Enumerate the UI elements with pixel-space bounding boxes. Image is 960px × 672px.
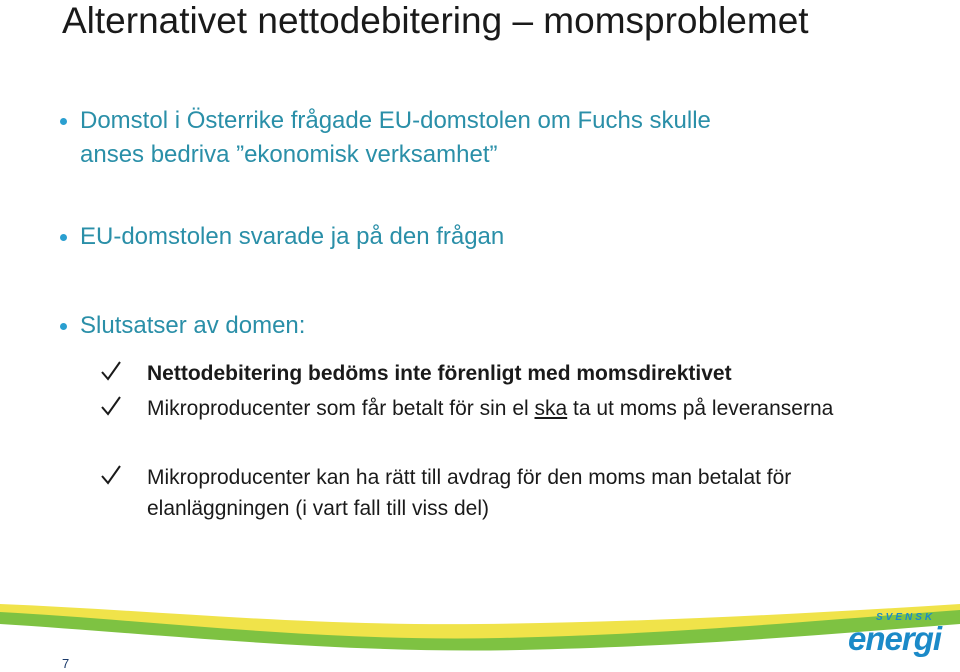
- check-text-2-underlined: ska: [534, 397, 568, 420]
- footer-wave-decoration: [0, 590, 960, 672]
- bullet-item-3: [60, 309, 305, 343]
- check-text-3: Mikroproducenter kan ha rätt till avdrag för den moms man betalat för elanläggningen (i vart fall till viss del): [147, 466, 792, 520]
- bullet-line-3: Slutsatser av domen:: [80, 312, 306, 339]
- svensk-energi-logo: [848, 612, 958, 662]
- bullet-dot-icon: [60, 323, 67, 330]
- check-item-3: [100, 462, 840, 524]
- check-item-1: [100, 358, 840, 389]
- checkmark-icon: [100, 464, 122, 486]
- checkmark-icon: [100, 395, 122, 417]
- bullet-line-1a: Domstol i Österrike frågade EU-domstolen om Fuchs skulle: [80, 107, 711, 134]
- bullet-dot-icon: [60, 118, 67, 125]
- logo-main-text: energi: [848, 620, 942, 657]
- bullet-item-1: [60, 104, 711, 172]
- check-text-2-post: ta ut moms på leveranserna: [567, 397, 834, 420]
- bullet-item-2: [60, 220, 504, 254]
- logo-top-text: SVENSK: [876, 612, 936, 623]
- check-text-2: [147, 393, 840, 424]
- check-text-1: Nettodebitering bedöms inte förenligt med momsdirektivet: [147, 362, 732, 385]
- bullet-dot-icon: [60, 234, 67, 241]
- check-text-2-pre: Mikroproducenter som får betalt för sin el: [147, 397, 535, 420]
- bullet-line-1b: anses bedriva ”ekonomisk verksamhet”: [80, 141, 498, 168]
- check-item-2: [100, 393, 840, 424]
- bullet-line-2: EU-domstolen svarade ja på den frågan: [80, 223, 505, 250]
- checkmark-icon: [100, 360, 122, 382]
- page-number: 7: [62, 656, 70, 671]
- slide-title: Alternativet nettodebitering – momsproblemet: [62, 0, 809, 41]
